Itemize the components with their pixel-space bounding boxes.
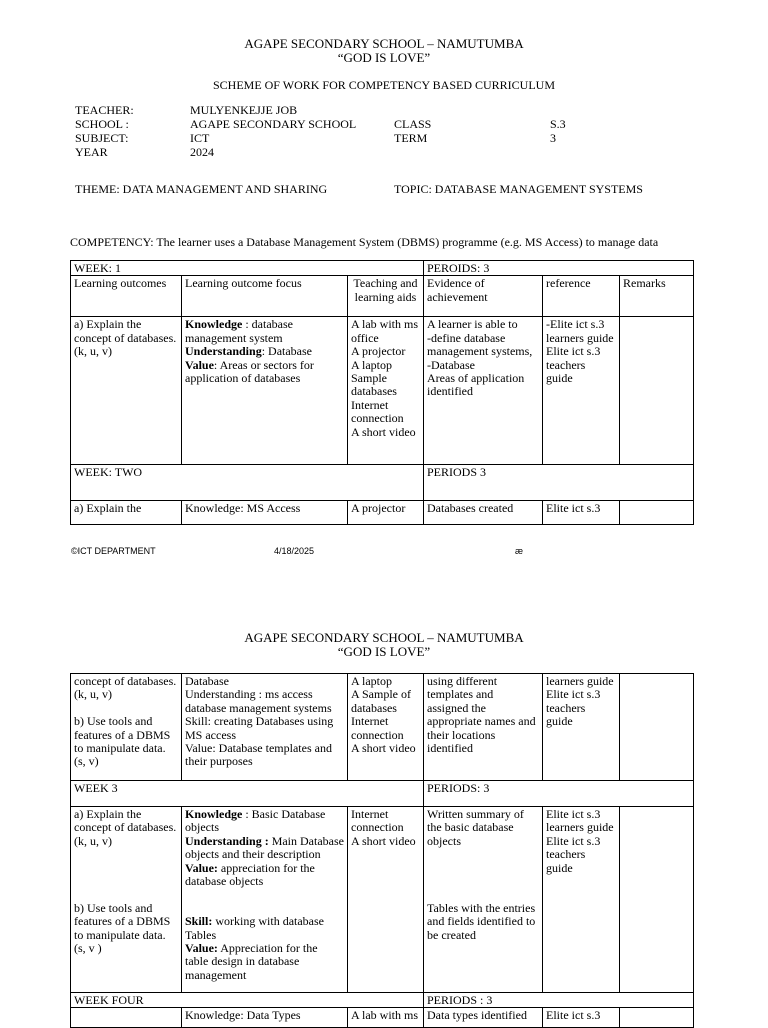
class-value: S.3 [550, 117, 566, 131]
learning-outcome-cell [71, 1008, 182, 1028]
week-row [71, 465, 694, 501]
table-row [71, 1008, 694, 1028]
evidence-cell: using different templates and assigned the appropriate names and their locations identified [424, 674, 543, 781]
teacher-name: MULYENKEJJE JOB [190, 103, 298, 117]
competency: COMPETENCY: The learner uses a Database Management System (DBMS) programme (e.g. MS Access) to manage data [70, 235, 659, 249]
outcome-focus-cell: Knowledge : database management system Understanding: Database Value: Areas or sectors for application of databases [182, 317, 348, 465]
header-remarks: Remarks [620, 276, 694, 317]
year-value: 2024 [190, 145, 214, 159]
evidence-cell: Written summary of the basic database objects Tables with the entries and fields identified to be created [424, 807, 543, 993]
week-label: WEEK 3 [71, 781, 424, 807]
remarks-cell [620, 501, 694, 525]
school-title: AGAPE SECONDARY SCHOOL – NAMUTUMBA [244, 36, 524, 51]
scheme-table-page2 [70, 673, 694, 1028]
outcome-focus-cell: Knowledge: Data Types [182, 1008, 348, 1028]
scheme-title: SCHEME OF WORK FOR COMPETENCY BASED CURRICULUM [212, 78, 556, 92]
school-motto: “GOD IS LOVE” [337, 50, 431, 65]
outcome-focus-cell: Knowledge : Basic Database objects Understanding : Main Database objects and their description Value: appreciation for the database objects Skill: working with database Tables Value: Appreciation for the table design in database management [182, 807, 348, 993]
school-motto-page2: “GOD IS LOVE” [337, 644, 431, 659]
school-name: AGAPE SECONDARY SCHOOL [190, 117, 357, 131]
footer-department: ©ICT DEPARTMENT [71, 546, 156, 556]
footer-date: 4/18/2025 [274, 546, 315, 556]
outcome-focus-cell: Knowledge: MS Access [182, 501, 348, 525]
outcome-focus-cell: Database Understanding : ms access database management systems Skill: creating Databases using MS access Value: Database templates and their purposes [182, 674, 348, 781]
teaching-aids-cell: A lab with ms [348, 1008, 424, 1028]
scheme-table-page1 [70, 260, 694, 525]
reference-cell: -Elite ict s.3 learners guide Elite ict s.3 teachers guide [543, 317, 620, 465]
subject-label: SUBJECT: [75, 131, 129, 145]
periods-label: PERIODS : 3 [424, 993, 694, 1008]
term-value: 3 [550, 131, 556, 145]
week-row [71, 261, 694, 276]
table-row [71, 501, 694, 525]
reference-cell: learners guide Elite ict s.3 teachers guide [543, 674, 620, 781]
header-teaching-aids: Teaching and learning aids [348, 276, 424, 317]
table-row [71, 674, 694, 781]
footer-mark: æ [515, 546, 524, 556]
periods-label: PERIODS: 3 [424, 781, 694, 807]
learning-outcome-cell: a) Explain the concept of databases. (k, u, v) [71, 317, 182, 465]
subject-value: ICT [190, 131, 210, 145]
school-label: SCHOOL : [75, 117, 129, 131]
theme: THEME: DATA MANAGEMENT AND SHARING [75, 182, 328, 196]
week-label: WEEK: 1 [71, 261, 424, 276]
evidence-cell: Databases created [424, 501, 543, 525]
week-row [71, 993, 694, 1008]
week-label: WEEK FOUR [71, 993, 424, 1008]
remarks-cell [620, 807, 694, 993]
periods-label: PEROIDS: 3 [424, 261, 694, 276]
header-evidence: Evidence of achievement [424, 276, 543, 317]
evidence-cell: A learner is able to -define database management systems, -Database Areas of application identified [424, 317, 543, 465]
evidence-cell: Data types identified [424, 1008, 543, 1028]
teaching-aids-cell: A lab with ms office A projector A laptop Sample databases Internet connection A short video [348, 317, 424, 465]
teaching-aids-cell: Internet connection A short video [348, 807, 424, 993]
school-title-page2: AGAPE SECONDARY SCHOOL – NAMUTUMBA [244, 630, 524, 645]
week-label: WEEK: TWO [71, 465, 424, 501]
header-outcome-focus: Learning outcome focus [182, 276, 348, 317]
remarks-cell [620, 1008, 694, 1028]
learning-outcome-cell: a) Explain the concept of databases. (k, u, v) b) Use tools and features of a DBMS to manipulate data. (s, v ) [71, 807, 182, 993]
reference-cell: Elite ict s.3 [543, 1008, 620, 1028]
periods-label: PERIODS 3 [424, 465, 694, 501]
remarks-cell [620, 674, 694, 781]
remarks-cell [620, 317, 694, 465]
header-reference: reference [543, 276, 620, 317]
table-row [71, 807, 694, 993]
year-label: YEAR [75, 145, 108, 159]
topic: TOPIC: DATABASE MANAGEMENT SYSTEMS [394, 182, 643, 196]
week-row [71, 781, 694, 807]
reference-cell: Elite ict s.3 learners guide Elite ict s.3 teachers guide [543, 807, 620, 993]
teaching-aids-cell: A projector [348, 501, 424, 525]
teacher-label: TEACHER: [75, 103, 134, 117]
term-label: TERM [394, 131, 428, 145]
learning-outcome-cell: concept of databases. (k, u, v) b) Use tools and features of a DBMS to manipulate data. (s, v) [71, 674, 182, 781]
learning-outcome-cell: a) Explain the [71, 501, 182, 525]
teaching-aids-cell: A laptop A Sample of databases Internet connection A short video [348, 674, 424, 781]
table-header-row [71, 276, 694, 317]
class-label: CLASS [394, 117, 432, 131]
table-row [71, 317, 694, 465]
reference-cell: Elite ict s.3 [543, 501, 620, 525]
header-learning-outcomes: Learning outcomes [71, 276, 182, 317]
